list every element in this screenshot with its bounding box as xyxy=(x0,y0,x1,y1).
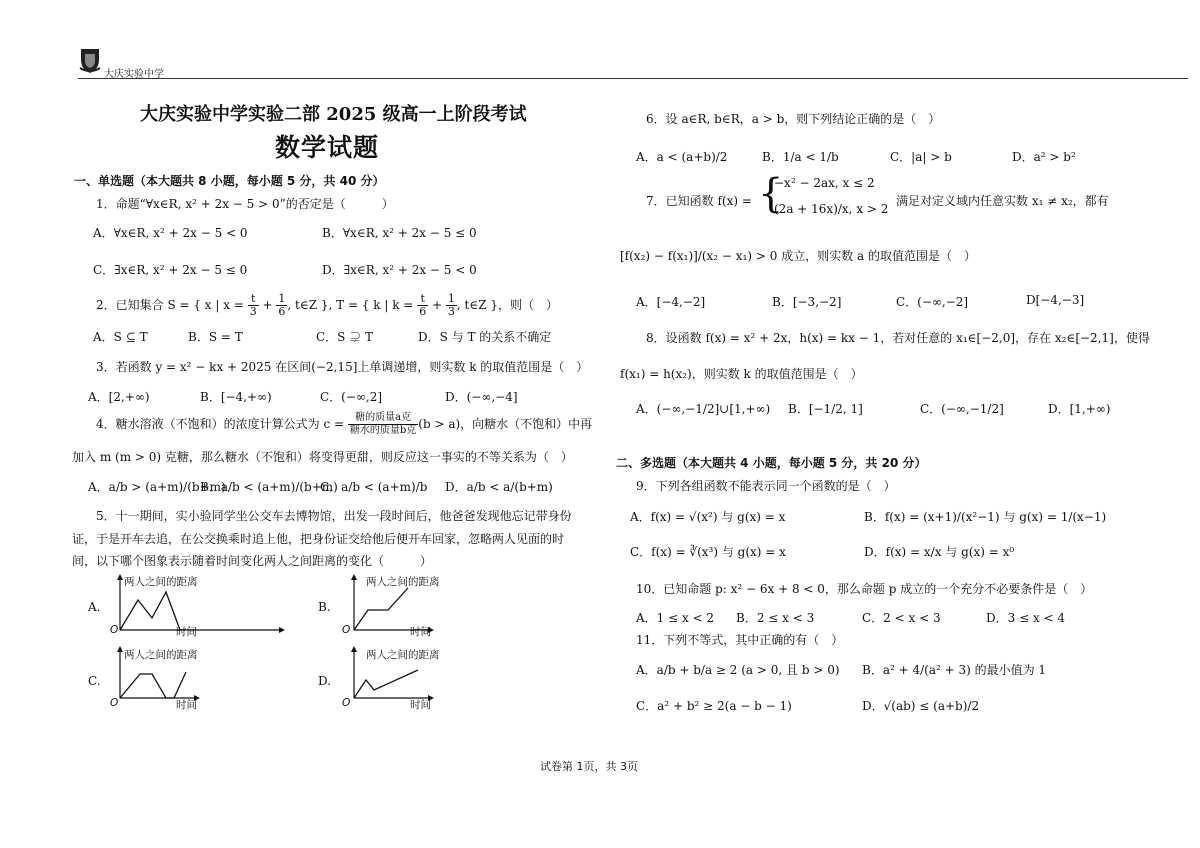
q2-frac-4: $\frac{1}{3}$ xyxy=(447,292,455,318)
q3-option-a[interactable]: A．[2,+∞) xyxy=(88,390,150,404)
q6-option-b[interactable]: B．1/a < 1/b xyxy=(762,150,839,164)
q1-option-c[interactable]: C．∃x∈R, x² + 2x − 5 ≤ 0 xyxy=(93,263,248,277)
q8-option-a[interactable]: A．(−∞,−1/2]∪[1,+∞) xyxy=(636,402,771,416)
q5-a-xlabel: 时间 xyxy=(176,626,197,638)
q5-c-ylabel: 两人之间的距离 xyxy=(124,649,198,661)
q4-line2: 加入 m (m > 0) 克糖，那么糖水（不饱和）将变得更甜，则反应这一事实的不等关系为（ ） xyxy=(72,450,573,464)
q1-option-b[interactable]: B．∀x∈R, x² + 2x − 5 ≤ 0 xyxy=(322,226,477,240)
q5-b-origin: O xyxy=(342,624,351,636)
q6-option-d[interactable]: D．a² > b² xyxy=(1012,150,1076,164)
q6-stem: 6．设 a∈R, b∈R，a > b，则下列结论正确的是（ ） xyxy=(646,112,941,126)
q9-stem: 9．下列各组函数不能表示同一个函数的是（ ） xyxy=(636,479,896,493)
section-multiple-choice: 二、多选题（本大题共 4 小题，每小题 5 分，共 20 分） xyxy=(616,456,927,470)
q5-a-origin: O xyxy=(110,624,119,636)
section-single-choice: 一、单选题（本大题共 8 小题，每小题 5 分，共 40 分） xyxy=(74,174,385,188)
q9-option-d[interactable]: D．f(x) = x/x 与 g(x) = x⁰ xyxy=(864,545,1015,559)
q8-option-b[interactable]: B．[−1/2, 1] xyxy=(788,402,863,416)
q7-stem: 7．已知函数 f(x) = xyxy=(646,194,752,208)
school-name-header: 大庆实验中学 xyxy=(104,69,164,80)
q3-option-b[interactable]: B．[−4,+∞) xyxy=(200,390,272,404)
q4-option-a[interactable]: A．a/b > (a+m)/(b+m) xyxy=(88,480,226,494)
q7-stem-b: 满足对定义域内任意实数 x₁ ≠ x₂，都有 xyxy=(896,194,1109,208)
header-divider xyxy=(78,78,1188,79)
q4-formula-frac: $\frac{\text{糖的质量a克}}{\text{糖水的质量b克}}$ xyxy=(349,412,417,436)
q10-stem: 10．已知命题 p: x² − 6x + 8 < 0，那么命题 p 成立的一个充分不必要条件是（ ） xyxy=(636,582,1093,596)
q8-line1: 8．设函数 f(x) = x² + 2x，h(x) = kx − 1，若对任意的 x₁∈[−2,0]，存在 x₂∈[−2,1]，使得 xyxy=(646,331,1150,345)
q2-stem-a: 2．已知集合 S = { x | x = xyxy=(96,298,248,312)
q4-stem: 4．糖水溶液（不饱和）的浓度计算公式为 c = $\frac{\text{糖的质量a克}}{\text{糖水的质量b克}}$ (b > a)，向糖水（不饱和）中再 xyxy=(96,412,593,436)
q11-option-d[interactable]: D．√(ab) ≤ (a+b)/2 xyxy=(862,699,980,713)
q5-option-b-label[interactable]: B. xyxy=(318,600,331,614)
q7-case1: −x² − 2ax, x ≤ 2 xyxy=(774,176,875,190)
page-footer: 试卷第 1页，共 3页 xyxy=(540,760,638,773)
q6-option-a[interactable]: A．a < (a+b)/2 xyxy=(636,150,728,164)
q1-stem: 1．命题“∀x∈R, x² + 2x − 5 > 0”的否定是（ ） xyxy=(96,197,394,211)
q11-stem: 11．下列不等式，其中正确的有（ ） xyxy=(636,633,844,647)
q1-option-a[interactable]: A．∀x∈R, x² + 2x − 5 < 0 xyxy=(93,226,248,240)
q8-option-d[interactable]: D．[1,+∞) xyxy=(1048,402,1111,416)
q4-option-d[interactable]: D．a/b < a/(b+m) xyxy=(445,480,553,494)
q5-a-ylabel: 两人之间的距离 xyxy=(124,576,198,588)
q5-line2: 证，于是开车去追，在公交换乘时追上他，把身份证交给他后便开车回家，忽略两人见面的时 xyxy=(72,532,565,546)
q7-option-d[interactable]: D[−4,−3] xyxy=(1026,293,1085,307)
q9-option-b[interactable]: B．f(x) = (x+1)/(x²−1) 与 g(x) = 1/(x−1) xyxy=(864,510,1107,524)
exam-title: 大庆实验中学实验二部 2025 级高一上阶段考试 xyxy=(140,104,527,125)
q2-option-c[interactable]: C．S ⊋ T xyxy=(316,330,374,344)
q9-option-a[interactable]: A．f(x) = √(x²) 与 g(x) = x xyxy=(630,510,786,524)
q2-frac-3: $\frac{t}{6}$ xyxy=(419,292,427,318)
q5-d-ylabel: 两人之间的距离 xyxy=(366,649,440,661)
q7-case2: (2a + 16x)/x, x > 2 xyxy=(774,202,889,216)
q10-option-d[interactable]: D．3 ≤ x < 4 xyxy=(986,611,1066,625)
q6-option-c[interactable]: C．|a| > b xyxy=(890,150,952,164)
q11-option-b[interactable]: B．a² + 4/(a² + 3) 的最小值为 1 xyxy=(862,663,1047,677)
q4-option-c[interactable]: C．a/b < (a+m)/b xyxy=(320,480,428,494)
q2-stem-b: , t∈Z }, T = { k | k = xyxy=(287,298,418,312)
q7-option-a[interactable]: A．[−4,−2] xyxy=(636,295,706,309)
q2-frac-2: $\frac{1}{6}$ xyxy=(278,292,286,318)
q3-option-d[interactable]: D．(−∞,−4] xyxy=(445,390,518,404)
q8-line2: f(x₁) = h(x₂)，则实数 k 的取值范围是（ ） xyxy=(620,367,863,381)
q3-stem: 3．若函数 y = x² − kx + 2025 在区间(−2,15]上单调递增，则实数 k 的取值范围是（ ） xyxy=(96,360,589,374)
q10-option-b[interactable]: B．2 ≤ x < 3 xyxy=(736,611,815,625)
q10-option-a[interactable]: A．1 ≤ x < 2 xyxy=(636,611,715,625)
q2-frac-1: $\frac{t}{3}$ xyxy=(249,292,257,318)
q2-stem-c: , t∈Z }，则（ ） xyxy=(456,298,558,312)
q7-line2: [f(x₂) − f(x₁)]/(x₂ − x₁) > 0 成立，则实数 a 的取值范围是（ ） xyxy=(620,249,976,263)
q2-option-a[interactable]: A．S ⊆ T xyxy=(93,330,148,344)
q8-option-c[interactable]: C．(−∞,−1/2] xyxy=(920,402,1004,416)
q7-brace: { xyxy=(758,171,784,217)
q2-stem: 2．已知集合 S = { x | x = $\frac{t}{3}$ + $\frac{1}{6}$ , t∈Z }, T = { k | k = $\frac{t}{6}$ + $\frac{1}{3}$ , t∈Z }，则（ ） xyxy=(96,292,558,318)
q5-b-xlabel: 时间 xyxy=(410,626,431,638)
q5-b-ylabel: 两人之间的距离 xyxy=(366,576,440,588)
q5-option-c-label[interactable]: C. xyxy=(88,674,101,688)
q5-d-xlabel: 时间 xyxy=(410,699,431,711)
q5-d-origin: O xyxy=(342,697,351,709)
q2-option-b[interactable]: B．S = T xyxy=(188,330,243,344)
q9-option-c[interactable]: C．f(x) = ∛(x³) 与 g(x) = x xyxy=(630,545,786,559)
q5-c-origin: O xyxy=(110,697,119,709)
q5-c-xlabel: 时间 xyxy=(176,699,197,711)
q7-option-c[interactable]: C．(−∞,−2] xyxy=(896,295,969,309)
q10-option-c[interactable]: C．2 < x < 3 xyxy=(862,611,941,625)
q2-option-d[interactable]: D．S 与 T 的关系不确定 xyxy=(418,330,552,344)
q5-line1: 5．十一期间，实小验同学坐公交车去博物馆，出发一段时间后，他爸爸发现他忘记带身份 xyxy=(96,509,572,523)
q5-option-d-label[interactable]: D. xyxy=(318,674,332,688)
q5-option-a-label[interactable]: A. xyxy=(88,600,101,614)
q7-option-b[interactable]: B．[−3,−2] xyxy=(772,295,842,309)
q3-option-c[interactable]: C．(−∞,2] xyxy=(320,390,383,404)
q4-option-b[interactable]: B．a/b < (a+m)/(b+m) xyxy=(200,480,338,494)
school-logo xyxy=(78,46,102,78)
q1-option-d[interactable]: D．∃x∈R, x² + 2x − 5 < 0 xyxy=(322,263,477,277)
q5-line3: 间，以下哪个图象表示随着时间变化两人之间距离的变化（ ） xyxy=(72,554,433,568)
q11-option-c[interactable]: C．a² + b² ≥ 2(a − b − 1) xyxy=(636,699,792,713)
q11-option-a[interactable]: A．a/b + b/a ≥ 2 (a > 0, 且 b > 0) xyxy=(636,663,840,677)
exam-subtitle: 数学试题 xyxy=(275,133,380,162)
